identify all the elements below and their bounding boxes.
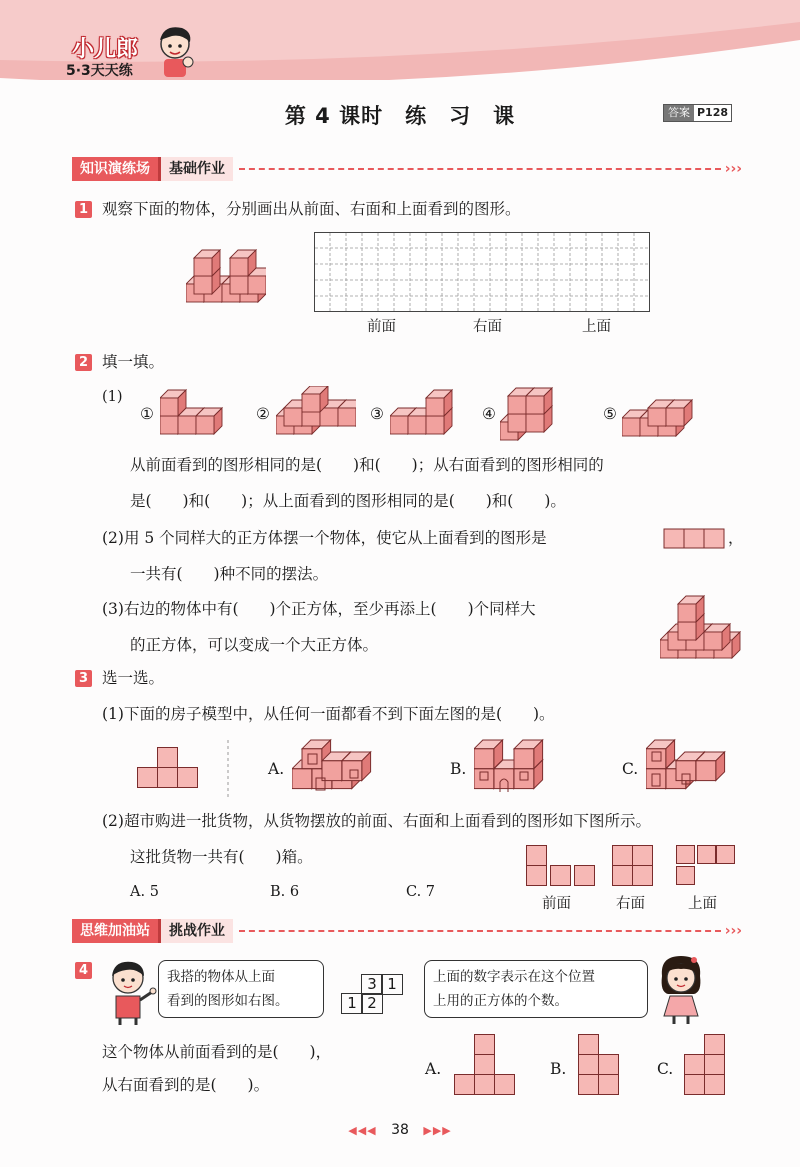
q3-option-a-label: A.	[268, 760, 285, 778]
q3-part2-line2: 这批货物一共有( )箱。	[130, 848, 313, 866]
q4-line1: 这个物体从前面看到的是( )，	[102, 1043, 332, 1061]
q3-option-b-house	[474, 736, 558, 796]
section-divider	[239, 930, 721, 932]
q2-option-1-label: ①	[140, 405, 154, 423]
q2-option-5-figure	[622, 396, 702, 438]
q4-grid-cell-r1c2: 3	[361, 974, 383, 995]
q4-option-b-figure	[578, 1034, 620, 1096]
prev-arrows-icon: ◀◀◀	[348, 1124, 377, 1137]
boy-speech-line2: 看到的图形如右图。	[167, 993, 289, 1009]
q2-prompt: 填一填。	[102, 353, 165, 371]
q4-option-c-figure	[684, 1034, 726, 1096]
mascot-boy-icon	[152, 22, 198, 80]
q3-part2-label-top: 上面	[688, 896, 717, 912]
q2-part1-label: (1)	[102, 389, 123, 405]
q4-option-b-label: B.	[550, 1060, 567, 1078]
q2-part2-line1: (2)用 5 个同样大的正方体摆一个物体，使它从上面看到的图形是	[102, 529, 547, 547]
q4-top-view-grid	[340, 974, 404, 1014]
girl-speech-line1: 上面的数字表示在这个位置	[433, 969, 595, 985]
question-number-3: 3	[75, 670, 92, 687]
q2-option-1-figure	[160, 386, 232, 436]
question-number-1: 1	[75, 201, 92, 218]
brand-logo: 小儿郎	[72, 37, 139, 62]
section-challenge-header	[72, 918, 742, 944]
q3-part2-choice-c[interactable]: C. 7	[406, 884, 436, 900]
q2-option-3-figure	[390, 384, 462, 436]
q3-part2-label-right: 右面	[616, 896, 645, 912]
section-arrow-icon: ›››	[724, 161, 742, 177]
boy-character-icon	[100, 956, 160, 1026]
section-basic-header	[72, 156, 742, 182]
question-number-4: 4	[75, 962, 92, 979]
boy-speech-bubble	[158, 960, 324, 1018]
section-tag: 知识演练场	[72, 157, 158, 181]
q2-part3-line1: (3)右边的物体中有( )个正方体，至少再添上( )个同样大	[102, 600, 536, 618]
q3-part2-label-front: 前面	[542, 896, 571, 912]
q2-option-2-label: ②	[256, 405, 270, 423]
question-number-2: 2	[75, 354, 92, 371]
q2-part2-top-view	[663, 528, 725, 550]
q3-option-c-label: C.	[622, 760, 639, 778]
q4-grid-cell-r2c1: 1	[341, 993, 363, 1014]
q3-part2-right-view	[612, 845, 656, 887]
q1-prompt: 观察下面的物体，分别画出从前面、右面和上面看到的图形。	[102, 200, 521, 218]
q3-option-a-house	[292, 736, 376, 796]
q3-option-c-house	[646, 736, 730, 796]
answer-tag-label: 答案	[664, 105, 694, 121]
q3-part1-divider	[227, 740, 229, 798]
q2-part1-line2: 是( )和( )；从上面看到的图形相同的是( )和( )。	[130, 492, 566, 510]
q4-grid-cell-r2c2: 2	[361, 993, 383, 1014]
q3-option-b-label: B.	[450, 760, 467, 778]
section-subtitle: 挑战作业	[158, 919, 233, 943]
q1-label-front: 前面	[367, 319, 396, 335]
q3-part2-line1: (2)超市购进一批货物，从货物摆放的前面、右面和上面看到的图形如下图所示。	[102, 812, 651, 830]
q1-drawing-grid[interactable]	[314, 232, 650, 312]
q4-option-a-label: A.	[425, 1060, 442, 1078]
q3-prompt: 选一选。	[102, 669, 165, 687]
section-subtitle: 基础作业	[158, 157, 233, 181]
q3-part2-choice-b[interactable]: B. 6	[270, 884, 300, 900]
boy-speech-line1: 我搭的物体从上面	[167, 969, 275, 985]
q2-part2-comma: ，	[728, 529, 744, 547]
page-footer	[340, 1122, 460, 1138]
brand-series: 5·3天天练	[66, 63, 133, 79]
q2-part2-line2: 一共有( )种不同的摆法。	[130, 565, 329, 583]
q4-grid-cell-r1c3: 1	[381, 974, 403, 995]
answer-page-number: P128	[694, 105, 731, 121]
q3-part1-text: (1)下面的房子模型中，从任何一面都看不到下面左图的是( )。	[102, 705, 555, 723]
q2-option-3-label: ③	[370, 405, 384, 423]
q3-part2-choice-a[interactable]: A. 5	[130, 884, 159, 900]
q2-option-2-figure	[276, 386, 356, 436]
page-number: 38	[391, 1122, 409, 1138]
q4-line2: 从右面看到的是( )。	[102, 1076, 270, 1094]
q1-object-figure	[186, 246, 266, 304]
girl-character-icon	[650, 952, 712, 1026]
q3-part2-front-view	[526, 845, 598, 887]
q2-part1-line1: 从前面看到的图形相同的是( )和( )；从右面看到的图形相同的	[130, 456, 604, 474]
next-arrows-icon: ▶▶▶	[423, 1124, 452, 1137]
section-tag: 思维加油站	[72, 919, 158, 943]
q4-option-c-label: C.	[657, 1060, 674, 1078]
q3-part2-top-view	[676, 845, 740, 887]
q3-part1-reference-shape	[137, 747, 199, 789]
q2-option-4-figure	[500, 384, 560, 442]
section-arrow-icon: ›››	[724, 923, 742, 939]
section-divider	[239, 168, 721, 170]
page-title: 第 4 课时 练 习 课	[284, 104, 516, 128]
q1-label-right: 右面	[473, 319, 502, 335]
girl-speech-bubble	[424, 960, 648, 1018]
q1-label-top: 上面	[582, 319, 611, 335]
answer-page-tag[interactable]	[663, 104, 732, 122]
girl-speech-line2: 上用的正方体的个数。	[433, 993, 568, 1009]
q2-part3-line2: 的正方体，可以变成一个大正方体。	[130, 636, 379, 654]
q4-option-a-figure	[454, 1034, 516, 1096]
q2-option-5-label: ⑤	[603, 405, 617, 423]
q2-part3-figure	[660, 594, 742, 660]
q2-option-4-label: ④	[482, 405, 496, 423]
